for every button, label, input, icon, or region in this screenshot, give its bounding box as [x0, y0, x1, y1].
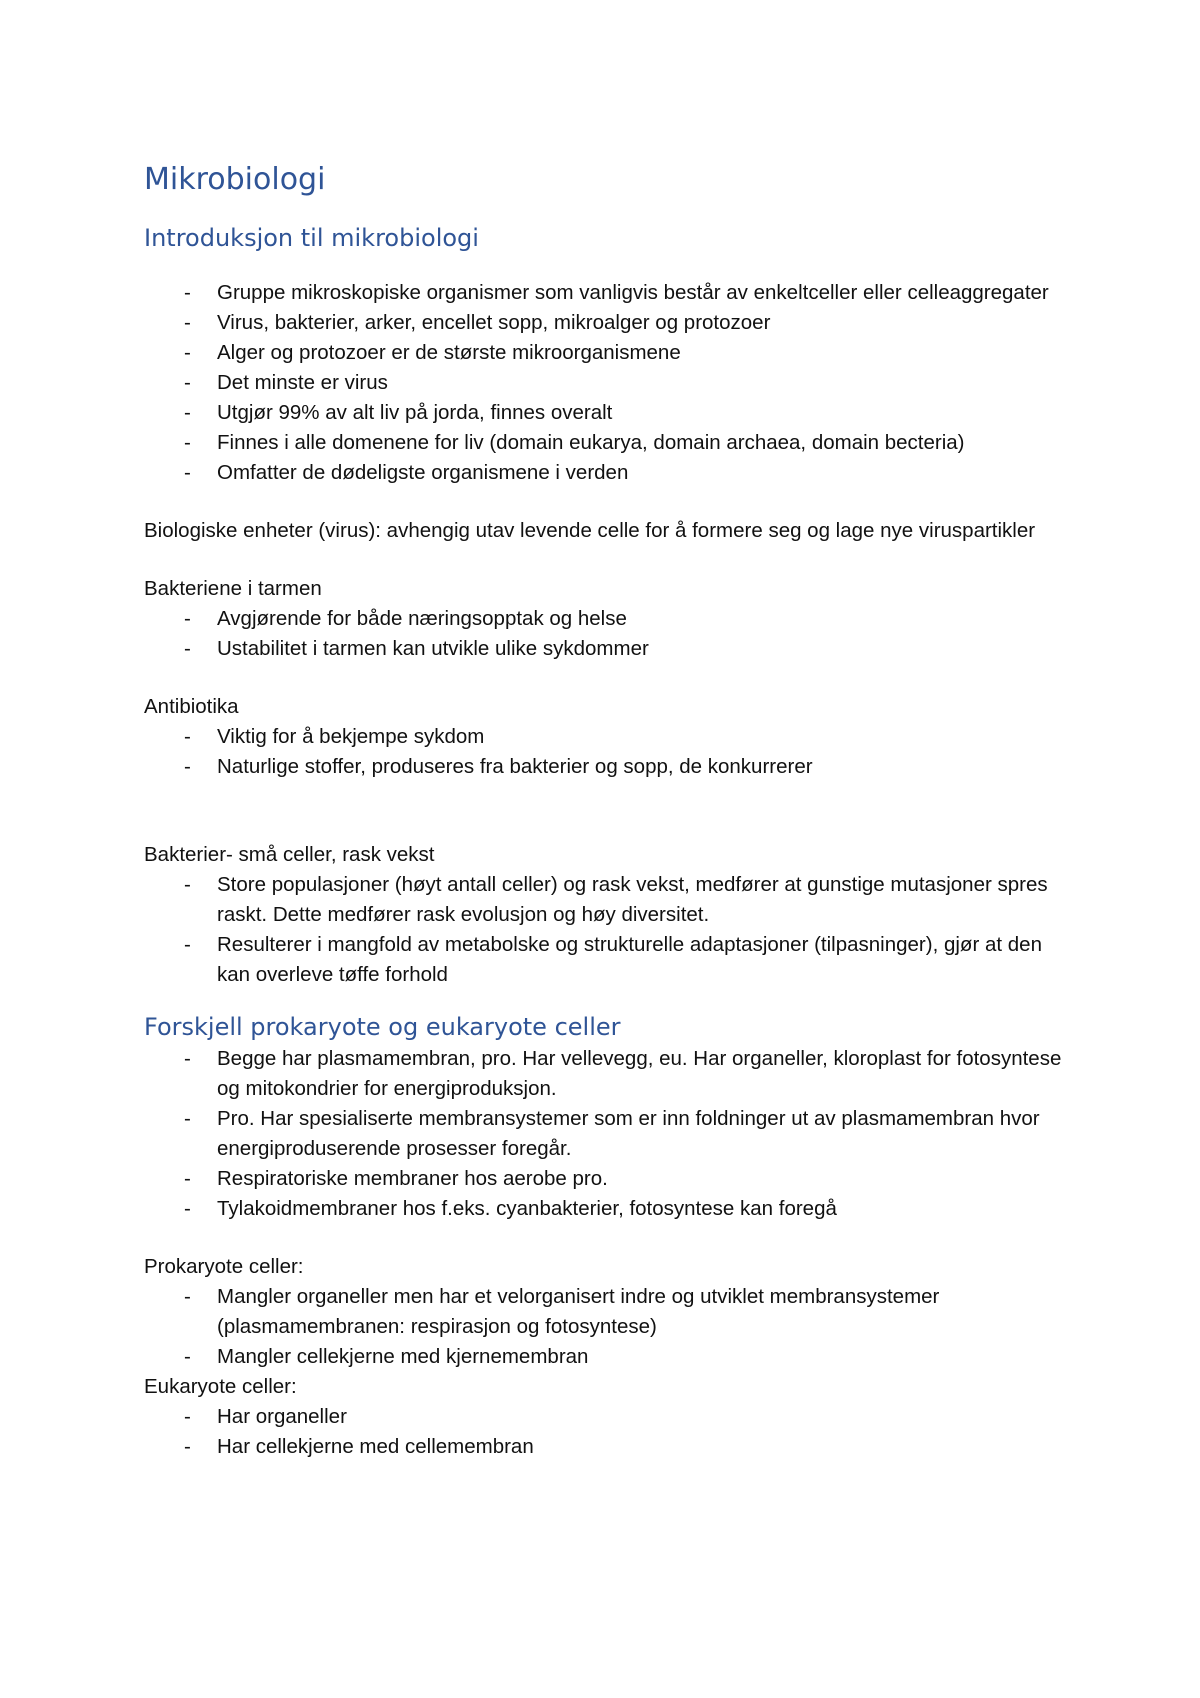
prokaryote-bullet-list [144, 1282, 1074, 1372]
list-item: - Resulterer i mangfold av metabolske og strukturelle adaptasjoner (tilpasninger), gjør at den kan overleve tøffe forhold [144, 930, 1074, 990]
list-item: - Tylakoidmembraner hos f.eks. cyanbakterier, fotosyntese kan foregå [144, 1194, 1074, 1224]
list-item: - Store populasjoner (høyt antall celler) og rask vekst, medfører at gunstige mutasjoner spres raskt. Dette medfører rask evolusjon og høy diversitet. [144, 870, 1074, 930]
prokaryote-heading: Prokaryote celler: [144, 1255, 304, 1278]
list-item: - Respiratoriske membraner hos aerobe pro. [144, 1164, 1074, 1194]
eukaryote-heading: Eukaryote celler: [144, 1375, 297, 1398]
eukaryote-bullet-list [144, 1402, 1074, 1462]
list-item: - Har organeller [144, 1402, 1074, 1432]
bakterier-bullet-list [144, 870, 1074, 990]
document-body [144, 160, 1074, 1462]
list-item: - Avgjørende for både næringsopptak og helse [144, 604, 1074, 634]
section-heading-intro: Introduksjon til mikrobiologi [144, 224, 479, 252]
list-item: - Alger og protozoer er de største mikroorganismene [144, 338, 1074, 368]
list-item: - Ustabilitet i tarmen kan utvikle ulike sykdommer [144, 634, 1074, 664]
list-item: - Virus, bakterier, arker, encellet sopp, mikroalger og protozoer [144, 308, 1074, 338]
antibiotika-bullet-list [144, 722, 1074, 782]
list-item: - Pro. Har spesialiserte membransystemer som er inn foldninger ut av plasmamembran hvor energiproduserende prosesser foregår. [144, 1104, 1074, 1164]
list-item: - Finnes i alle domenene for liv (domain eukarya, domain archaea, domain becteria) [144, 428, 1074, 458]
biologiske-enheter-paragraph: Biologiske enheter (virus): avhengig utav levende celle for å formere seg og lage nye viruspartikler [144, 519, 1036, 542]
document-title: Mikrobiologi [144, 162, 326, 197]
intro-bullet-list [144, 278, 1074, 488]
list-item: - Begge har plasmamembran, pro. Har vellevegg, eu. Har organeller, kloroplast for fotosyntese og mitokondrier for energiproduksjon. [144, 1044, 1074, 1104]
forskjell-bullet-list [144, 1044, 1074, 1224]
list-item: - Mangler cellekjerne med kjernemembran [144, 1342, 1074, 1372]
tarm-heading: Bakteriene i tarmen [144, 577, 322, 600]
list-item: - Har cellekjerne med cellemembran [144, 1432, 1074, 1462]
antibiotika-heading: Antibiotika [144, 695, 239, 718]
bakterier-heading: Bakterier- små celler, rask vekst [144, 843, 435, 866]
list-item: - Omfatter de dødeligste organismene i verden [144, 458, 1074, 488]
list-item: - Mangler organeller men har et velorganisert indre og utviklet membransystemer (plasmamembranen: respirasjon og fotosyntese) [144, 1282, 1074, 1342]
list-item: - Viktig for å bekjempe sykdom [144, 722, 1074, 752]
list-item: - Det minste er virus [144, 368, 1074, 398]
list-item: - Gruppe mikroskopiske organismer som vanligvis består av enkeltceller eller celleaggregater [144, 278, 1074, 308]
list-item: - Naturlige stoffer, produseres fra bakterier og sopp, de konkurrerer [144, 752, 1074, 782]
tarm-bullet-list [144, 604, 1074, 664]
section-heading-forskjell: Forskjell prokaryote og eukaryote celler [144, 1013, 621, 1041]
list-item: - Utgjør 99% av alt liv på jorda, finnes overalt [144, 398, 1074, 428]
